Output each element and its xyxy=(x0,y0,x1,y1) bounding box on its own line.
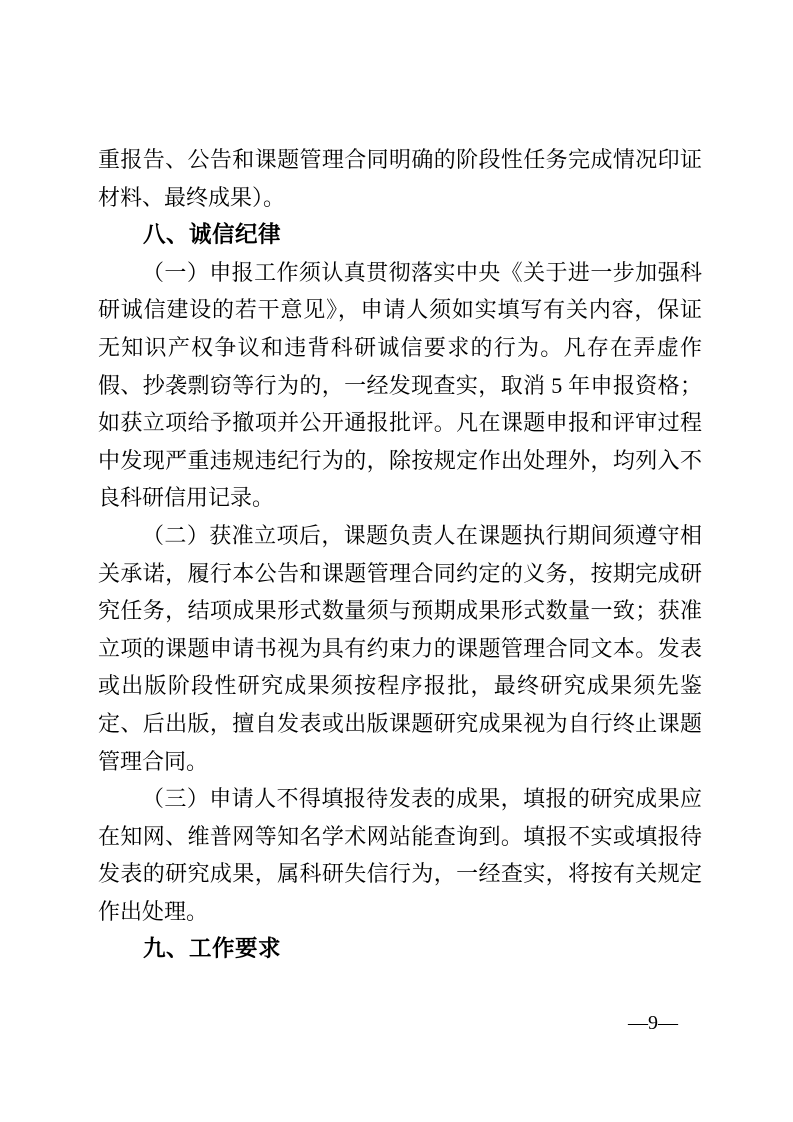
paragraph-item-1: （一）申报工作须认真贯彻落实中央《关于进一步加强科研诚信建设的若干意见》，申请人须如实填写有关内容，保证无知识产权争议和违背科研诚信要求的行为。凡存在弄虚作假、抄袭剽窃等行为的，一经发现查实，取消 5 年申报资格；如获立项给予撤项并公开通报批评。凡在课题申报和评审过程中发现严重违规违纪行为的，除按规定作出处理外，均列入不良科研信用记录。 xyxy=(98,259,702,511)
paragraph-item-2: （二）获准立项后，课题负责人在课题执行期间须遵守相关承诺，履行本公告和课题管理合同约定的义务，按期完成研究任务，结项成果形式数量须与预期成果形式数量一致；获准立项的课题申请书视为具有约束力的课题管理合同文本。发表或出版阶段性研究成果须按程序报批，最终研究成果须先鉴定、后出版，擅自发表或出版课题研究成果视为自行终止课题管理合同。 xyxy=(98,522,702,774)
page-content xyxy=(98,141,702,968)
paragraph-continuation: 重报告、公告和课题管理合同明确的阶段性任务完成情况印证材料、最终成果）。 xyxy=(98,147,702,210)
section-heading-integrity-discipline: 八、诚信纪律 xyxy=(143,222,282,248)
page-number: —9— xyxy=(628,1012,678,1034)
paragraph-item-3: （三）申请人不得填报待发表的成果，填报的研究成果应在知网、维普网等知名学术网站能查询到。填报不实或填报待发表的研究成果，属科研失信行为，一经查实，将按有关规定作出处理。 xyxy=(98,786,702,924)
section-heading-work-requirements: 九、工作要求 xyxy=(143,936,282,962)
